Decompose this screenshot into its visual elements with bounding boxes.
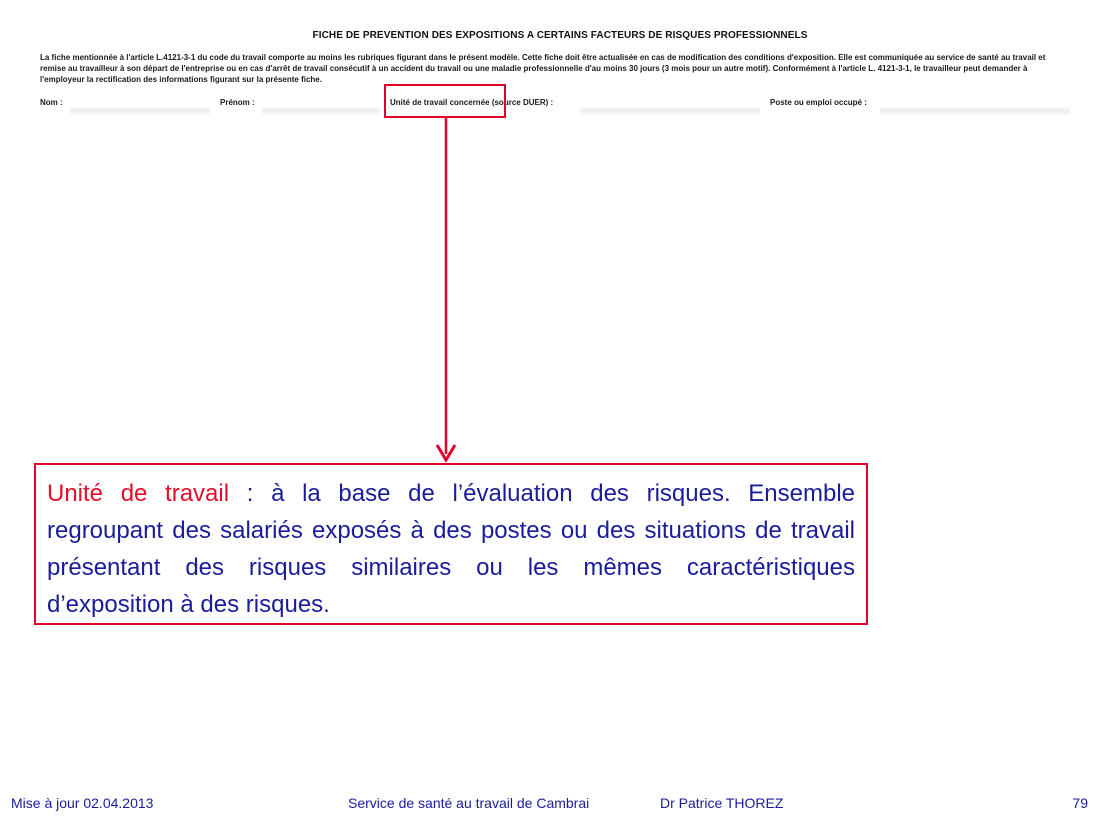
- definition-term: Unité de travail: [47, 480, 230, 507]
- highlight-frame: [384, 84, 506, 118]
- field-nom-label: Nom :: [40, 98, 63, 107]
- footer-page-number: 79: [1072, 795, 1088, 811]
- field-unite-label: Unité de travail concernée (source DUER) :: [390, 98, 554, 107]
- footer-author: Dr Patrice THOREZ: [660, 795, 784, 811]
- definition-body: : à la base de l’évaluation des risques. Ensemble regroupant des salariés exposés à des postes ou des situations de travail présentant des risques similaires ou les mêmes caractéristiques d’exposition à des risques.: [47, 480, 856, 618]
- field-poste-label: Poste ou emploi occupé :: [770, 98, 867, 107]
- scan-smudge: [580, 106, 760, 116]
- scan-smudge: [880, 106, 1070, 116]
- form-title: FICHE DE PREVENTION DES EXPOSITIONS A CERTAINS FACTEURS DE RISQUES PROFESSIONNELS: [312, 30, 808, 41]
- scan-smudge: [70, 106, 210, 116]
- pointer-arrow: [434, 118, 458, 466]
- scan-smudge: [262, 106, 380, 116]
- definition-text: [47, 475, 855, 623]
- form-intro: La fiche mentionnée à l'article L.4121-3-1 du code du travail comporte au moins les rubriques figurant dans le présent modèle. Cette fiche doit être actualisée en cas de modification des conditions d'exposition. Elle est communiquée au service de santé au travail et remise au travailleur à son départ de l'entreprise ou en cas d'arrêt de travail consécutif à un accident du travail ou une maladie professionnelle d'au moins 30 jours (3 mois pour un autre motif). Conformément à l'article L. 4121-3-1, le travailleur peut demander à l'employeur la rectification des informations figurant sur la présente fiche.: [40, 53, 1046, 84]
- definition-box: [34, 463, 868, 625]
- footer-date: Mise à jour 02.04.2013: [11, 795, 154, 811]
- field-prenom-label: Prénom :: [220, 98, 255, 107]
- footer-service: Service de santé au travail de Cambrai: [348, 795, 590, 811]
